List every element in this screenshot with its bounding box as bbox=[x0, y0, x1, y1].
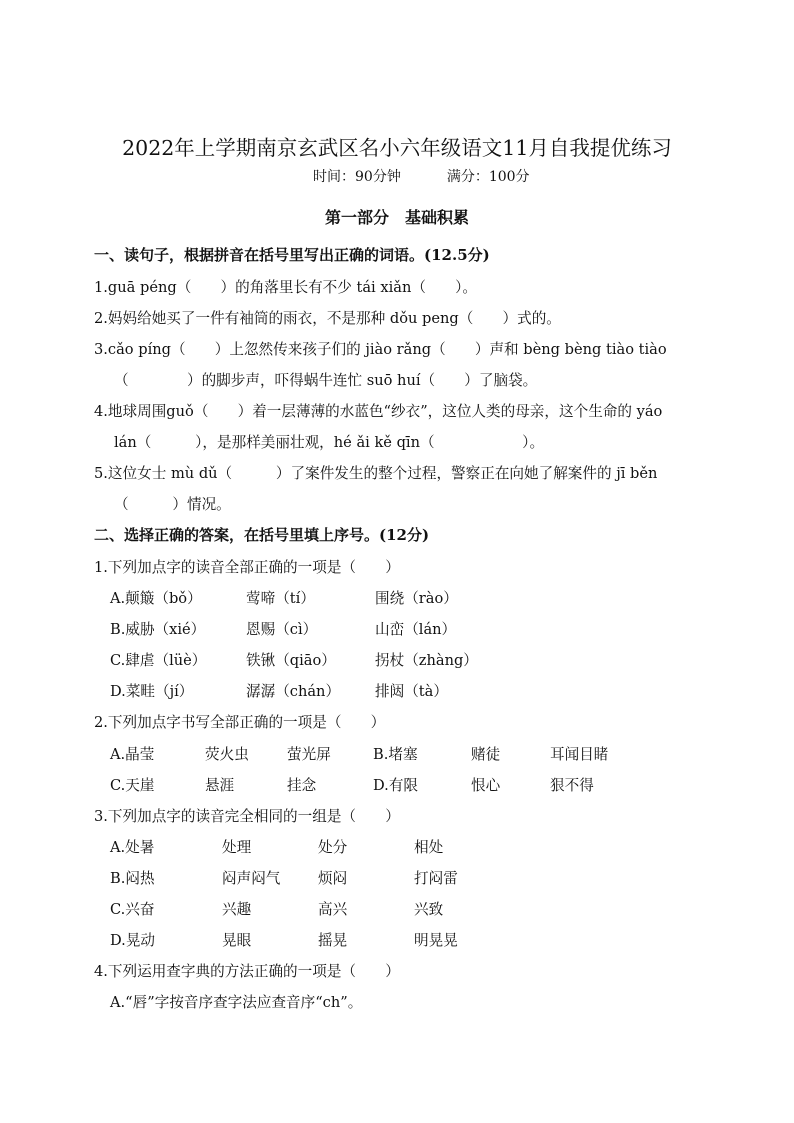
full-score: 满分：100分 bbox=[446, 169, 530, 185]
question-stem: 3.下列加点字的读音完全相同的一组是（ ） bbox=[94, 808, 400, 825]
question-stem: 1.下列加点字的读音全部正确的一项是（ ） bbox=[94, 559, 400, 576]
option-cell: 赌徒 bbox=[471, 746, 501, 763]
option-cell: 耳闻目睹 bbox=[550, 746, 609, 763]
question-line: （ ）情况。 bbox=[114, 496, 231, 513]
option-cell: B.威胁（xié） bbox=[110, 621, 206, 638]
option-cell: 悬涯 bbox=[205, 777, 235, 794]
option-cell: 恨心 bbox=[471, 777, 501, 794]
option-cell: 拐杖（zhàng） bbox=[375, 652, 478, 669]
option-cell: D.晃动 bbox=[110, 932, 156, 949]
option-cell: 恩赐（cì） bbox=[246, 621, 318, 638]
question-line: （ ）的脚步声，吓得蜗牛连忙 suō huí（ ）了脑袋。 bbox=[114, 372, 538, 389]
option-cell: 相处 bbox=[414, 839, 444, 856]
question-line: 2.妈妈给她买了一件有袖筒的雨衣，不是那种 dǒu peng（ ）式的。 bbox=[94, 310, 561, 327]
part-heading: 第一部分 基础积累 bbox=[324, 208, 469, 227]
question-stem: 2.下列加点字书写全部正确的一项是（ ） bbox=[94, 714, 386, 731]
option-cell: D.有限 bbox=[373, 777, 419, 794]
time-limit: 时间：90分钟 bbox=[313, 169, 401, 185]
option-cell: 打闷雷 bbox=[414, 870, 458, 887]
option-cell: C.肆虐（lüè） bbox=[110, 652, 207, 669]
option-cell: 狠不得 bbox=[550, 777, 594, 794]
option-cell: 荧火虫 bbox=[205, 746, 249, 763]
option-cell: 处理 bbox=[222, 839, 252, 856]
option-cell: B.堵塞 bbox=[373, 746, 418, 763]
option-cell: D.菜畦（jí） bbox=[110, 683, 194, 700]
option-cell: 闷声闷气 bbox=[222, 870, 281, 887]
option-cell: 围绕（rào） bbox=[375, 590, 458, 607]
section-1-heading: 一、读句子，根据拼音在括号里写出正确的词语。(12.5分) bbox=[94, 246, 490, 264]
question-line: lán（ ），是那样美丽壮观，hé ǎi kě qīn（ ）。 bbox=[114, 434, 545, 451]
option-cell: 晃眼 bbox=[222, 932, 252, 949]
option-cell: 处分 bbox=[318, 839, 348, 856]
question-line: 4.地球周围guǒ（ ）着一层薄薄的水蓝色“纱衣”，这位人类的母亲，这个生命的 yáo bbox=[94, 403, 663, 420]
option-cell: A.处暑 bbox=[110, 839, 155, 856]
option-cell: 明晃晃 bbox=[414, 932, 458, 949]
option-cell: B.闷热 bbox=[110, 870, 155, 887]
question-stem: 4.下列运用查字典的方法正确的一项是（ ） bbox=[94, 963, 400, 980]
document-title: 2022年上学期南京玄武区名小六年级语文11月自我提优练习 bbox=[122, 136, 672, 160]
option-cell: 烦闷 bbox=[318, 870, 348, 887]
option-cell: 兴致 bbox=[414, 901, 444, 918]
question-line: 3.cǎo píng（ ）上忽然传来孩子们的 jiào rǎng（ ）声和 bèng bèng tiào tiào bbox=[94, 341, 667, 358]
option-cell: 山峦（lán） bbox=[375, 621, 457, 638]
option-cell: 萤光屏 bbox=[287, 746, 331, 763]
question-line: 1.guā péng（ ）的角落里长有不少 tái xiǎn（ ）。 bbox=[94, 279, 478, 296]
exam-meta bbox=[313, 166, 530, 186]
option-cell: 挂念 bbox=[287, 777, 317, 794]
question-line: 5.这位女士 mù dǔ（ ）了案件发生的整个过程，警察正在向她了解案件的 jī běn bbox=[94, 465, 658, 482]
option-cell: 兴趣 bbox=[222, 901, 252, 918]
option-cell: A.“唇”字按音序查字法应查音序“ch”。 bbox=[110, 994, 363, 1011]
option-cell: 铁锹（qiāo） bbox=[246, 652, 336, 669]
option-cell: C.天崖 bbox=[110, 777, 155, 794]
option-cell: 莺啼（tí） bbox=[246, 590, 315, 607]
section-2-heading: 二、选择正确的答案，在括号里填上序号。(12分) bbox=[94, 526, 430, 544]
option-cell: 潺潺（chán） bbox=[246, 683, 341, 700]
option-cell: C.兴奋 bbox=[110, 901, 155, 918]
option-cell: A.颠簸（bǒ） bbox=[110, 590, 202, 607]
option-cell: 排闼（tà） bbox=[375, 683, 448, 700]
option-cell: 高兴 bbox=[318, 901, 348, 918]
option-cell: A.晶莹 bbox=[110, 746, 155, 763]
option-cell: 摇晃 bbox=[318, 932, 348, 949]
